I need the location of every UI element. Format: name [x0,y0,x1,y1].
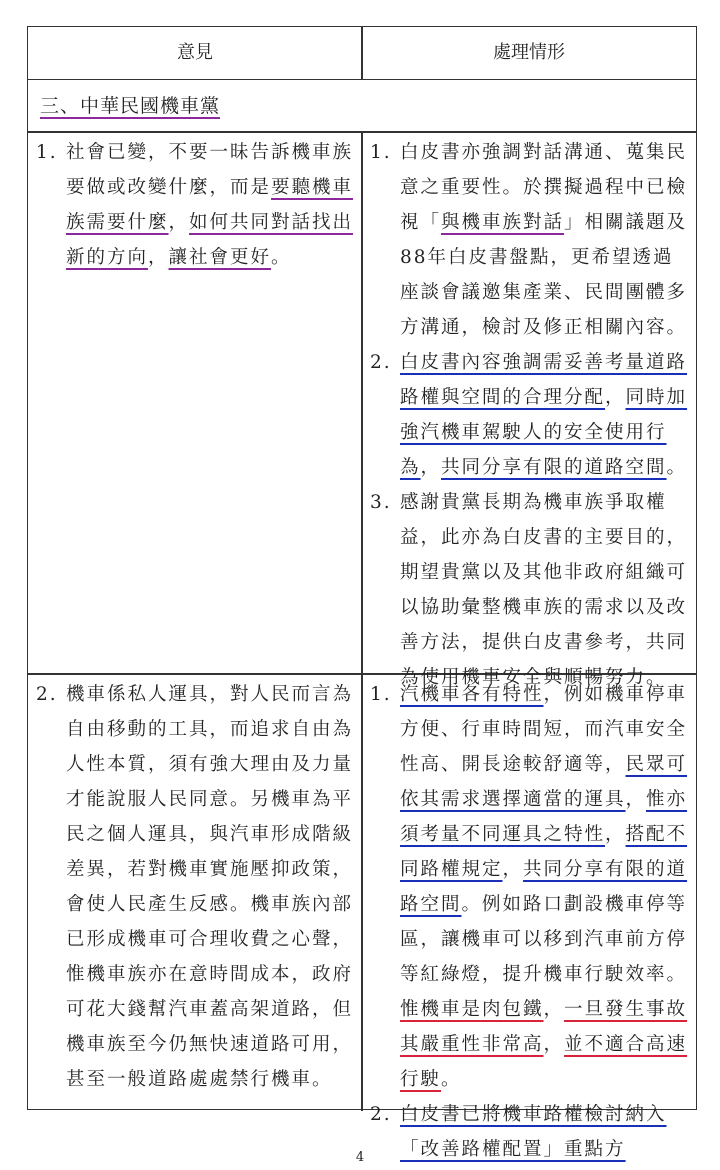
underlined-text: 要聽機車族需要什麼 [66,177,354,233]
item-text: ，例如機車停車方便、行車時間短，而汽車安全性高、開長途較舒適等， [400,684,688,775]
item-text: 白皮書亦強調對話溝通、蒐集民意之重要性。於撰擬過程中已檢視「 [400,142,688,233]
item-text: ， [605,387,626,408]
underlined-text: 白皮書已將機車路權檢討納入「 [400,1104,667,1160]
item-text: ， [168,212,190,233]
section-title: 三、中華民國機車黨 [40,95,221,117]
underlined-text: 一旦發生事故其嚴重性非常高 [400,999,688,1055]
item-number: 2. [370,352,392,373]
handling-item [370,345,692,485]
underlined-text: 並不適合高速行駛 [400,1034,688,1090]
underlined-text: 與機車族對話 [441,212,565,233]
opinion-item [36,677,356,1097]
underlined-text: 讓社會更好 [168,247,272,268]
item-number: 2. [36,684,58,705]
item-text: ， [420,457,442,478]
underlined-text: 共同分享有限的道路空間 [400,859,688,915]
row1-opinion [36,135,356,275]
column-divider [361,131,363,1111]
row2-opinion [36,677,356,1097]
row2-handling [370,677,692,1167]
item-text: 。 [271,247,292,268]
item-text: 社會已變，不要一昧告訴機車族要做或改變什麼，而是 [66,142,354,198]
item-number: 1. [36,142,58,163]
item-text: ， [148,247,169,268]
handling-item [370,135,692,345]
underlined-text: 搭配不同路權規定 [400,824,688,880]
handling-item [370,677,692,1097]
item-text: ， [605,824,626,845]
header-opinion: 意見 [177,42,213,63]
underlined-text: 同時加強汽機車駕駛人的安全使用行為 [400,387,688,478]
row1-handling [370,135,692,695]
opinion-item [36,135,356,275]
item-text: ， [625,789,647,810]
handling-item [370,485,692,695]
page-number: 4 [355,1150,365,1165]
underlined-text: 惟亦須考量不同運具之特性 [400,789,688,845]
underlined-text: 改善路權配置 [420,1139,544,1160]
underlined-text: 惟機車是肉包鐵 [400,999,544,1020]
underlined-text: 如何共同對話找出新的方向 [66,212,354,268]
underlined-text: 白皮書內容強調需妥善考量道路路權與空間的合理分配 [400,352,688,408]
underlined-text: 」重點方 [543,1139,626,1160]
item-number: 1. [370,142,392,163]
underlined-text: 民眾可依其需求選擇適當的運具 [400,754,688,810]
item-text: 。 [666,457,688,478]
item-text: 機車係私人運具，對人民而言為自由移動的工具，而追求自由為人性本質，須有強大理由及力量才能說服人民同意。另機車為平民之個人運具，與汽車形成階級差異，若對機車實施壓抑政策，會使人民產生反感。機車族內部已形成機車可合理收費之心聲，惟機車族亦在意時間成本，政府可花大錢幫汽車蓋高架道路，但機車族至今仍無快速道路可用，甚至一般道路處處禁行機車。 [66,684,354,1090]
item-number: 2. [370,1104,392,1125]
response-table [27,26,697,1160]
item-number: 3. [370,492,392,513]
item-text: 。例如路口劃設機車停等區，讓機車可以移到汽車前方停等紅綠燈，提升機車行駛效率。 [400,894,688,985]
item-text: 感謝貴黨長期為機車族爭取權益，此亦為白皮書的主要目的，期望貴黨以及其他非政府組織可以協助彙整機車族的需求以及改善方法，提供白皮書參考，共同為使用機車安全與順暢努力。 [400,492,688,688]
item-text: ， [543,999,565,1020]
item-text: ， [543,1034,565,1055]
header-handling: 處理情形 [493,42,565,63]
item-number: 1. [370,684,392,705]
item-text: 。 [441,1069,462,1090]
underlined-text: 共同分享有限的道路空間 [441,457,667,478]
item-text: 」相關議題及88年白皮書盤點，更希望透過座談會議邀集產業、民間團體多方溝通，檢討及修正相關內容。 [400,212,688,338]
underlined-text: 汽機車各有特性 [400,684,544,705]
item-text: ， [502,859,524,880]
column-divider [361,27,363,79]
